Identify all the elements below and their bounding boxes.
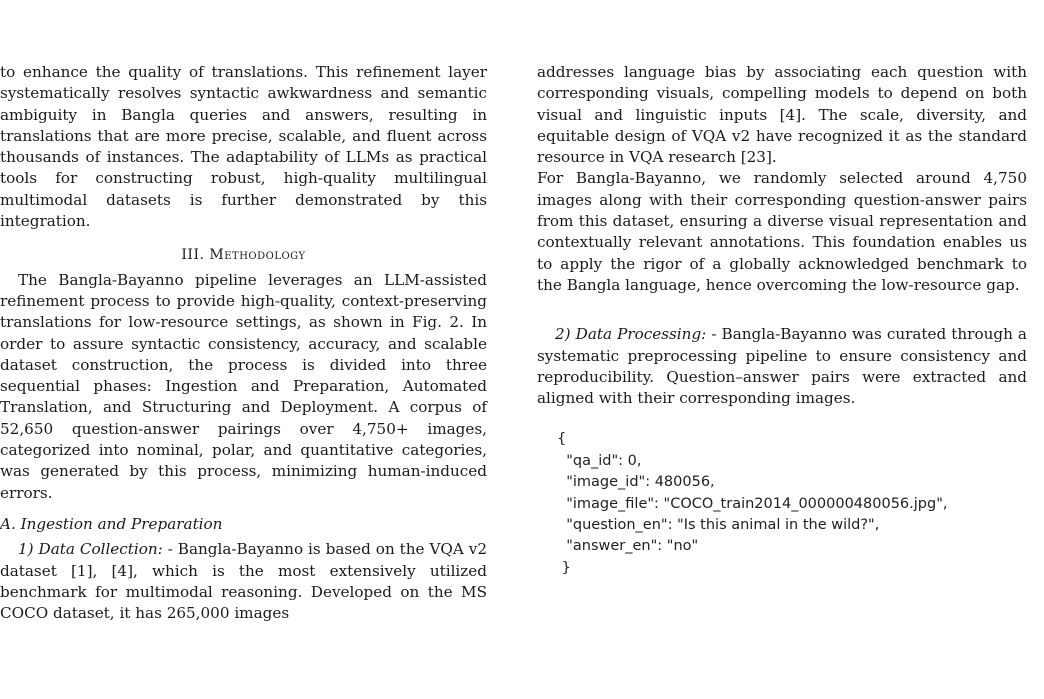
section-heading — [0, 245, 487, 266]
data-processing-heading: 2) Data Processing: — [555, 325, 707, 344]
data-processing-text: - Bangla-Bayanno was curated through a systematic preprocessing pipeline to ensure consistency and reproducibility. Question–answer pairs were extracted and aligned with their corresponding images. — [537, 325, 1027, 408]
data-collection-heading: 1) Data Collection: — [18, 540, 163, 559]
data-collection-paragraph — [0, 539, 487, 624]
section-number: III. — [181, 247, 205, 264]
vqa-bias-paragraph: addresses language bias by associating each question with corresponding visuals, compelling models to depend on both visual and linguistic inputs [4]. The scale, diversity, and equitable design of VQA v2 have recognized it as the standard resource in VQA research [23]. — [537, 63, 1027, 167]
intro-paragraph: to enhance the quality of translations. This refinement layer systematically resolves syntactic awkwardness and semantic ambiguity in Bangla queries and answers, resulting in translations that are more precise, scalable, and fluent across thousands of instances. The adaptability of LLMs as practical tools for constructing robust, high-quality multilingual multimodal datasets is further demonstrated by this integration. — [0, 63, 487, 231]
selection-paragraph: For Bangla-Bayanno, we randomly selected around 4,750 images along with their corresponding question-answer pairs from this dataset, ensuring a diverse visual representation and contextually relevant annotations. This foundation enables us to apply the rigor of a globally acknowledged benchmark to the Bangla language, hence overcoming the low-resource gap. — [537, 169, 1027, 294]
left-column — [0, 62, 487, 624]
json-example-code: { "qa_id": 0, "image_id": 480056, "image_file": "COCO_train2014_000000480056.jpg", "question_en": "Is this animal in the wild?", "answer_en": "no" } — [557, 431, 948, 576]
running-header — [200, 0, 840, 10]
data-processing-paragraph — [537, 324, 1027, 409]
subsection-title: A. Ingestion and Preparation — [0, 514, 223, 533]
methodology-paragraph: The Bangla-Bayanno pipeline leverages an LLM-assisted refinement process to provide high-quality, context-preserving translations for low-resource settings, as shown in Fig. 2. In order to assure syntactic consistency, accuracy, and scalable dataset construction, the process is divided into three sequential phases: Ingestion and Preparation, Automated Translation, and Structuring and Deployment. A corpus of 52,650 question-answer pairings over 4,750+ images, categorized into nominal, polar, and quantitative categories, was generated by this process, minimizing human-induced errors. — [0, 270, 487, 502]
section-title: Methodology — [209, 247, 306, 264]
spacer — [537, 296, 1027, 324]
data-collection-text: - Bangla-Bayanno is based on the VQA v2 dataset [1], [4], which is the most extensively utilized benchmark for multimodal reasoning. Developed on the MS COCO dataset, it has 265,000 images — [0, 540, 488, 623]
right-column — [537, 62, 1027, 579]
